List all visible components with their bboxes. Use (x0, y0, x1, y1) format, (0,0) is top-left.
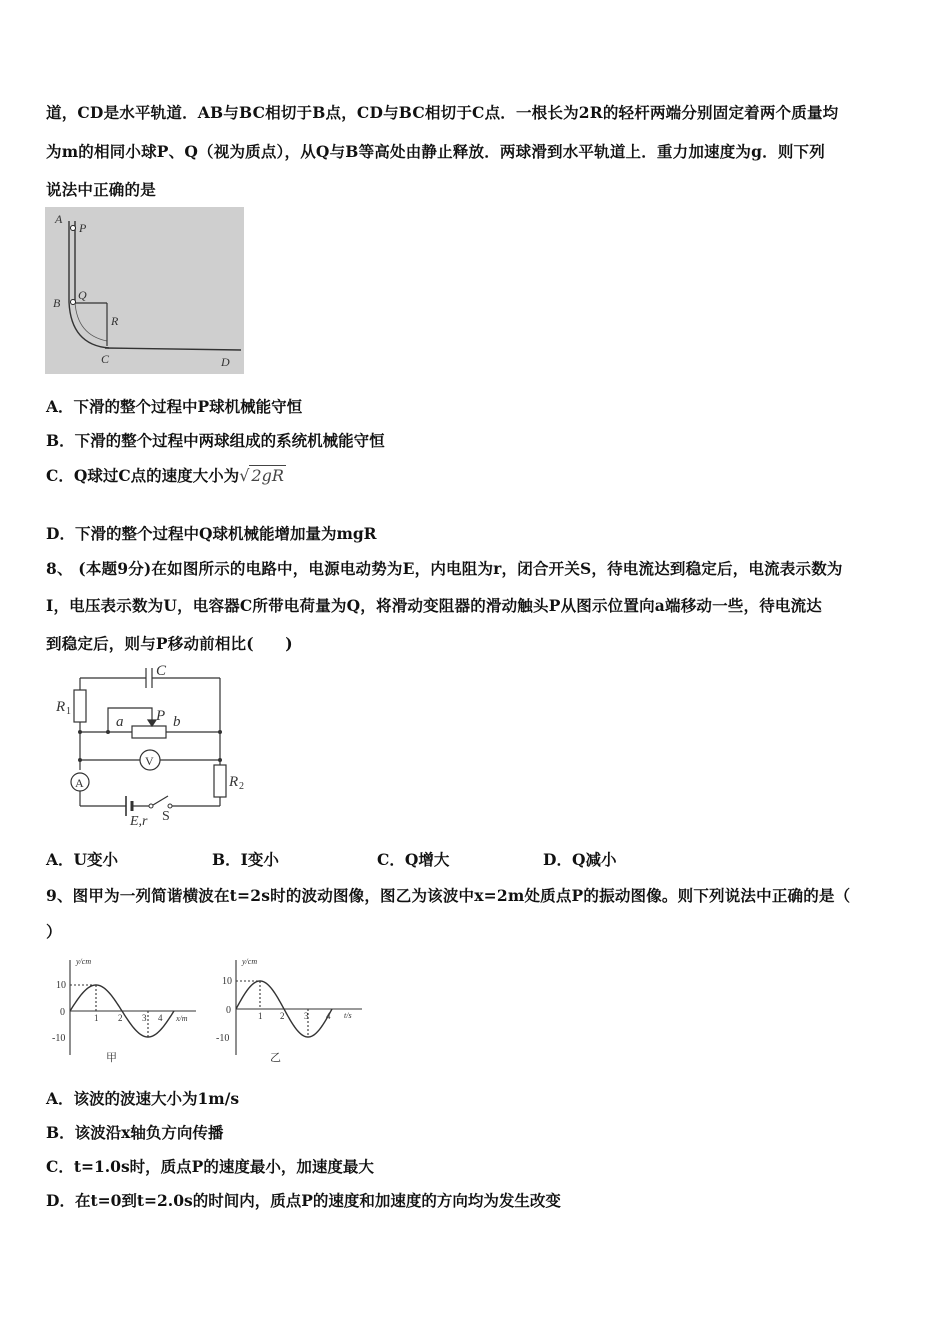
graph-left-caption: 甲 (106, 1052, 117, 1064)
q7-text-line-2: 为m的相同小球P、Q（视为质点），从Q与B等高处由静止释放．两球滑到水平轨道上．重力加速度为g．则下列 (46, 142, 825, 161)
switch-contact-1 (149, 804, 153, 808)
q7-option-c-text: C．Q球过C点的速度大小为 (46, 466, 240, 485)
q8-option-d[interactable]: D．Q减小 (543, 850, 617, 869)
graph-right-xtick-2: 2 (280, 1011, 285, 1021)
graph-right-ytick-bottom: -10 (216, 1033, 230, 1044)
graph-left-xlabel: x/m (176, 1014, 188, 1023)
label-a-end: a (116, 714, 124, 730)
q8-text-line-2: I，电压表示数为U，电容器C所带电荷量为Q，将滑动变阻器的滑动触头P从图示位置向a端移动一些，待电流达 (46, 596, 823, 615)
slider-arrow (148, 720, 156, 726)
q9-option-b[interactable]: B．该波沿x轴负方向传播 (46, 1123, 224, 1142)
rheostat (132, 726, 166, 738)
junction-right-1 (218, 730, 222, 734)
q9-vibration-graph (212, 955, 372, 1065)
label-slider-p: P (156, 708, 166, 724)
switch-contact-2 (168, 804, 172, 808)
q9-option-c[interactable]: C．t=1.0s时，质点P的速度最小，加速度最大 (46, 1157, 374, 1176)
graph-left-ylabel: y/cm (76, 957, 92, 966)
label-p: P (79, 221, 87, 235)
graph-right-ytick-zero: 0 (226, 1005, 231, 1016)
sqrt-radicand: 2gR (251, 466, 284, 485)
label-d: D (221, 355, 230, 369)
junction-left-2 (78, 758, 82, 762)
graph-left-ytick-bottom: -10 (52, 1033, 66, 1044)
q8-text-line-1: 8、 (本题9分)在如图所示的电路中，电源电动势为E，内电阻为r，闭合开关S，待电流达到稳定后，电流表示数为 (46, 559, 843, 578)
graph-left-ytick-top: 10 (56, 980, 66, 991)
graph-right-ylabel: y/cm (242, 957, 258, 966)
label-r2-subscript: 2 (239, 781, 244, 792)
q7-option-d[interactable]: D．下滑的整个过程中Q球机械能增加量为mgR (46, 524, 377, 543)
label-capacitor: C (156, 663, 167, 679)
q8-option-b[interactable]: B．I变小 (212, 850, 279, 869)
switch-blade (153, 796, 168, 805)
slider-wire (108, 708, 152, 732)
q7-text-line-1: 道，CD是水平轨道．AB与BC相切于B点，CD与BC相切于C点．一根长为2R的轻杆两端分别固定着两个质量均 (46, 103, 839, 122)
ball-q (71, 300, 76, 305)
graph-left-xtick-1: 1 (94, 1013, 99, 1023)
label-b-end: b (173, 714, 181, 730)
resistor-r1 (74, 690, 86, 722)
graph-right-xtick-1: 1 (258, 1011, 263, 1021)
graph-left-ytick-zero: 0 (60, 1007, 65, 1018)
q8-option-c[interactable]: C．Q增大 (377, 850, 450, 869)
graph-right-xtick-4: 4 (326, 1011, 331, 1021)
label-c: C (101, 352, 110, 366)
q8-circuit-diagram (50, 660, 260, 830)
label-r: R (111, 314, 119, 328)
junction-a (106, 730, 110, 734)
q8-text-line-3: 到稳定后，则与P移动前相比( ) (46, 634, 293, 653)
label-q: Q (78, 288, 87, 302)
label-switch: S (162, 809, 170, 824)
label-emf: E,r (130, 814, 148, 829)
q8-option-a[interactable]: A．U变小 (46, 850, 119, 869)
q7-option-b[interactable]: B．下滑的整个过程中两球组成的系统机械能守恒 (46, 431, 385, 450)
q9-option-a[interactable]: A．该波的波速大小为1m/s (46, 1089, 240, 1108)
label-ammeter: A (75, 776, 84, 790)
q7-text-line-3: 说法中正确的是 (46, 180, 156, 199)
graph-left-xtick-4: 4 (158, 1013, 163, 1023)
label-r1: R (56, 699, 66, 715)
q7-option-c[interactable] (46, 464, 286, 486)
sqrt-expression: √ 2gR (239, 466, 284, 485)
graph-left-xtick-2: 2 (118, 1013, 123, 1023)
q9-text-line-2: ） (46, 922, 62, 941)
q9-text-line-1: 9、图甲为一列简谐横波在t=2s时的波动图像，图乙为该波中x=2m处质点P的振动图像。则下列说法中正确的是（ (46, 886, 851, 905)
graph-left-xtick-3: 3 (142, 1013, 147, 1023)
label-b: B (53, 296, 61, 310)
graph-right-ytick-top: 10 (222, 976, 232, 987)
label-voltmeter: V (145, 754, 154, 768)
q9-wave-graph (48, 955, 208, 1065)
q9-option-d[interactable]: D．在t=0到t=2.0s的时间内，质点P的速度和加速度的方向均为发生改变 (46, 1191, 561, 1210)
graph-right-xtick-3: 3 (304, 1011, 309, 1021)
label-a: A (55, 212, 63, 226)
junction-left-1 (78, 730, 82, 734)
graph-right-xlabel: t/s (344, 1011, 352, 1020)
label-r2: R (229, 774, 239, 790)
graph-right-caption: 乙 (270, 1052, 281, 1064)
q7-option-a[interactable]: A．下滑的整个过程中P球机械能守恒 (46, 397, 303, 416)
resistor-r2 (214, 765, 226, 797)
junction-right-2 (218, 758, 222, 762)
ball-p (71, 226, 76, 231)
q7-track-figure (45, 207, 244, 374)
label-r1-subscript: 1 (66, 706, 71, 717)
